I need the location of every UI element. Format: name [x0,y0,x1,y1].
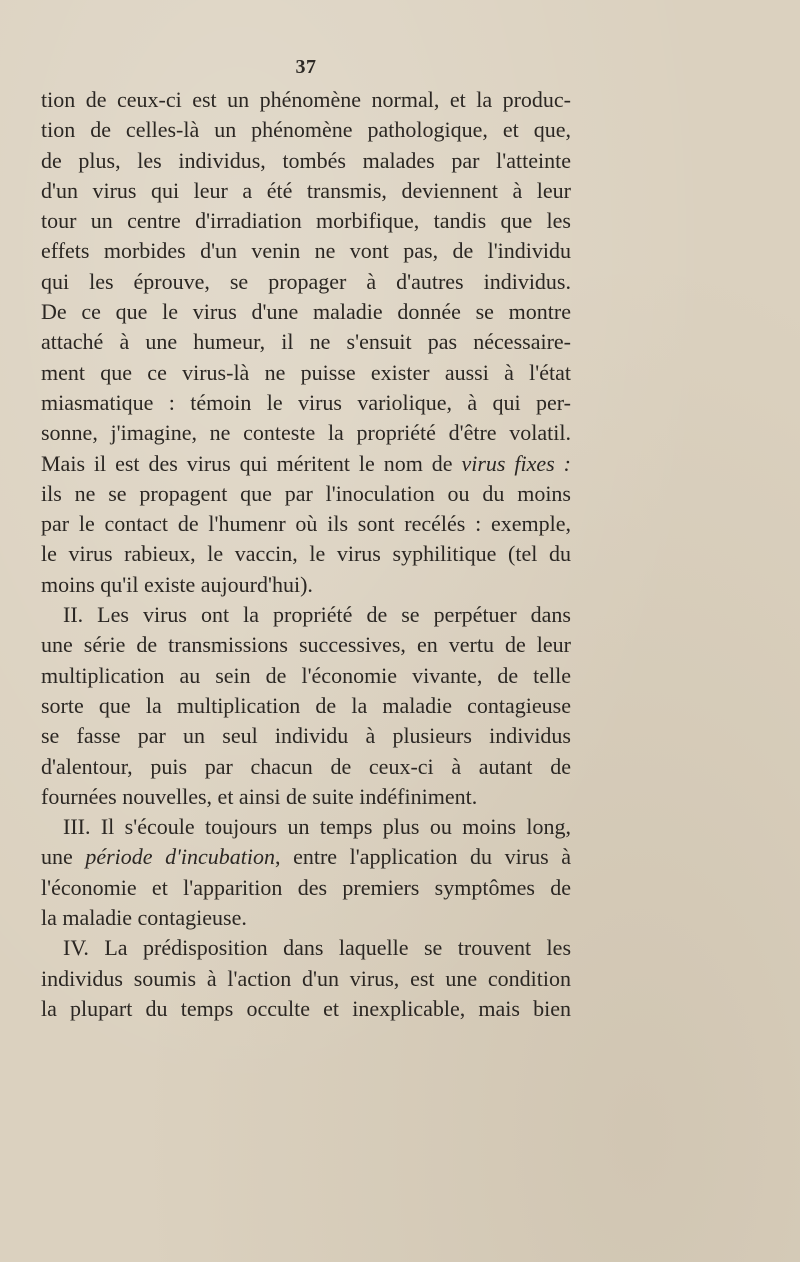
text-line-main: moins qu'il existe aujourd'hui). [41,571,313,597]
text-line [41,509,571,539]
text-line-main: miasmatique : témoin le virus variolique, à qui per- [41,389,571,415]
text-line [41,812,571,842]
text-line-italic: virus fixes : [461,450,571,476]
text-line-main: sonne, j'imagine, ne conteste la propriété d'être volatil. [41,420,571,446]
text-line [41,85,571,115]
text-line-main: effets morbides d'un venin ne vont pas, de l'individu [41,238,571,264]
text-line [41,115,571,145]
text-line [41,146,571,176]
text-line [41,570,571,600]
text-line [41,661,571,691]
text-line-main: II. Les virus ont la propriété de se perpétuer dans [63,602,571,628]
text-line-main: tion de celles-là un phénomène pathologique, et que, [41,117,571,143]
text-line-main: l'économie et l'apparition des premiers symptômes de [41,874,571,900]
text-line-main: IV. La prédisposition dans laquelle se trouvent les [63,935,571,961]
text-line-main: ils ne se propagent que par l'inoculation ou du moins [41,480,571,506]
text-line-after: , entre l'application du virus à [274,844,571,870]
text-line [41,782,571,812]
text-line [41,873,571,903]
text-line [41,327,571,357]
text-line [41,176,571,206]
page-number: 37 [295,56,317,78]
text-line-main: une [41,844,86,870]
text-line-main: sorte que la multiplication de la maladie contagieuse [41,692,571,718]
text-line-main: fournées nouvelles, et ainsi de suite indéfiniment. [41,783,478,809]
text-line-main: tour un centre d'irradiation morbifique, tandis que les [41,208,571,234]
text-line [41,994,571,1024]
text-line-main: une série de transmissions successives, en vertu de leur [41,632,571,658]
text-line [41,236,571,266]
text-line-italic: période d'incubation [85,844,275,870]
text-line-main: tion de ceux-ci est un phénomène normal, et la produc- [41,87,571,112]
text-line-main: III. Il s'écoule toujours un temps plus ou moins long, [63,814,571,840]
text-line-main: de plus, les individus, tombés malades par l'atteinte [41,147,571,173]
text-line-main: la maladie contagieuse. [41,905,247,931]
text-line [41,964,571,994]
text-line-main: la plupart du temps occulte et inexplicable, mais bien [41,995,571,1021]
text-line-main: se fasse par un seul individu à plusieurs individus [41,723,571,749]
text-line [41,903,571,933]
text-line-main: attaché à une humeur, il ne s'ensuit pas nécessaire- [41,329,571,355]
text-line [41,752,571,782]
text-line-main: par le contact de l'humenr où ils sont recélés : exemple, [41,511,571,537]
text-line [41,418,571,448]
text-line [41,449,571,479]
text-line-main: ment que ce virus-là ne puisse exister aussi à l'état [41,359,571,385]
text-line [41,479,571,509]
text-line [41,721,571,751]
text-line [41,539,571,569]
text-line [41,358,571,388]
text-line-main: le virus rabieux, le vaccin, le virus syphilitique (tel du [41,541,571,567]
text-line-main: qui les éprouve, se propager à d'autres individus. [41,268,571,294]
text-line-main: De ce que le virus d'une maladie donnée se montre [41,299,571,325]
text-line [41,297,571,327]
text-line-main: d'un virus qui leur a été transmis, deviennent à leur [41,177,571,203]
text-line [41,933,571,963]
text-line [41,842,571,872]
text-line [41,267,571,297]
body-text [41,85,571,1024]
text-line [41,206,571,236]
text-line-main: Mais il est des virus qui méritent le nom de [41,450,462,476]
text-line [41,600,571,630]
text-line-main: d'alentour, puis par chacun de ceux-ci à autant de [41,753,571,779]
text-line-main: multiplication au sein de l'économie vivante, de telle [41,662,571,688]
text-line [41,388,571,418]
text-line [41,691,571,721]
text-line-main: individus soumis à l'action d'un virus, est une condition [41,965,571,991]
text-line [41,630,571,660]
